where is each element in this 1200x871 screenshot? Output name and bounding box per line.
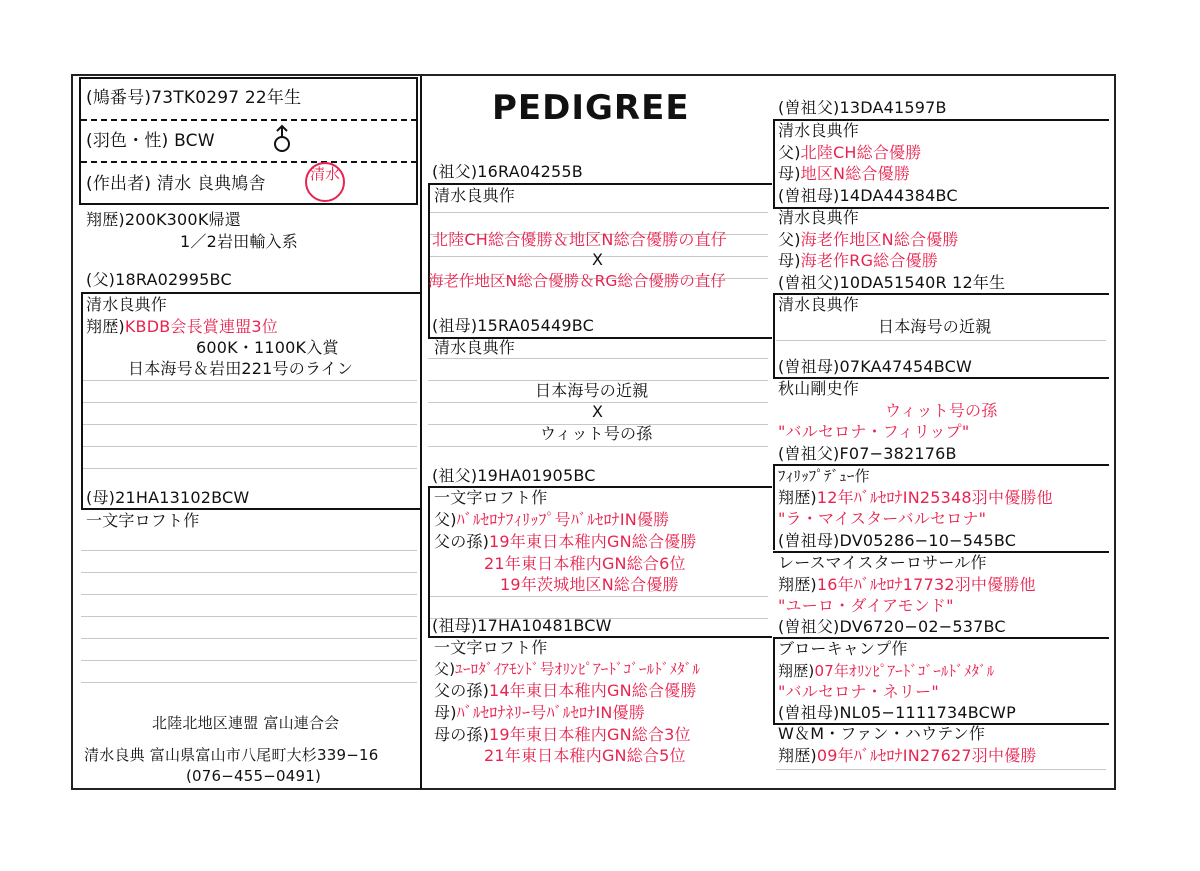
red-text: ﾕｰﾛﾀﾞｲｱﾓﾝﾄﾞ号ｵﾘﾝﾋﾟｱｰﾄﾞｺﾞｰﾙﾄﾞﾒﾀﾞﾙ (455, 660, 701, 678)
grandsire1-red2: 海老作地区N総合優勝＆RG総合優勝の直仔 (428, 272, 726, 290)
red-text: 14年東日本稚内GN総合優勝 (489, 681, 697, 700)
ruled-line (81, 550, 417, 551)
label: 翔歴) (778, 575, 817, 594)
footer-org: 北陸北地区連盟 富山連合会 (152, 714, 340, 732)
ring-number: (鳩番号)73TK0297 22年生 (86, 88, 302, 108)
race-record-2: 1／2岩田輸入系 (180, 232, 298, 251)
granddam1-l2: ウィット号の孫 (540, 424, 653, 443)
ggs3-record (778, 489, 1053, 507)
ruled-line (81, 402, 417, 403)
ggs3-line (773, 464, 1109, 466)
ggs1-id: (曽祖父)13DA41597B (778, 98, 947, 117)
red-text: 19年東日本稚内GN総合優勝 (489, 532, 697, 551)
breeder-stamp: 清水 (305, 162, 345, 202)
granddam1-x: X (592, 402, 604, 421)
divider (81, 119, 417, 121)
ruled-line (81, 616, 417, 617)
ggd1-father (778, 231, 959, 249)
ggd3-id: (曽祖母)DV05286−10−545BC (778, 531, 1017, 550)
ggs3-id: (曽祖父)F07−382176B (778, 444, 957, 463)
ggs4-breeder: ブローキャンプ作 (778, 639, 908, 658)
breeder: (作出者) 清水 良典鳩舎 (86, 174, 266, 194)
label: 母) (778, 251, 801, 270)
grandsire1-bracket (428, 183, 430, 337)
label: 父) (778, 143, 801, 162)
label: 父) (778, 230, 801, 249)
ruled-line (81, 638, 417, 639)
dam-breeder: 一文字ロフト作 (86, 511, 200, 530)
ggs2-bracket (773, 293, 775, 377)
grandsire1-red1: 北陸CH総合優勝＆地区N総合優勝の直仔 (432, 230, 727, 249)
label: 父の孫) (434, 532, 490, 551)
granddam2-mothers-grandchild (434, 726, 691, 744)
granddam1-l1: 日本海号の近親 (535, 381, 649, 400)
dam-id: (母)21HA13102BCW (86, 488, 250, 507)
grandsire1-breeder: 清水良典作 (434, 186, 516, 205)
sire-line (81, 292, 421, 294)
grandsire1-id: (祖父)16RA04255B (432, 162, 583, 181)
grandsire2-bracket (428, 486, 430, 636)
sire-bracket (81, 292, 83, 508)
red-text: ﾊﾞﾙｾﾛﾅﾌｨﾘｯﾌﾟ号ﾊﾞﾙｾﾛﾅIN優勝 (456, 510, 670, 529)
red-text: 09年ﾊﾞﾙｾﾛﾅIN27627羽中優勝 (816, 746, 1037, 765)
ruled-line (81, 424, 417, 425)
ggd3-breeder: レースマイスターロサール作 (778, 553, 987, 572)
column-divider (420, 76, 422, 789)
grandsire2-fathers-grandchild (434, 533, 697, 551)
ggs4-record (778, 662, 994, 680)
ruled-line (776, 340, 1106, 341)
ruled-line (428, 212, 768, 213)
label: 翔歴) (778, 746, 817, 765)
ruled-line (428, 446, 768, 447)
ruled-line (81, 660, 417, 661)
label: 父) (434, 660, 456, 678)
grandsire2-breeder: 一文字ロフト作 (434, 488, 548, 507)
footer-phone: (076−455−0491) (186, 767, 322, 785)
granddam1-breeder: 清水良典作 (434, 338, 516, 357)
ggd1-mother (778, 252, 938, 270)
red-text: 12年ﾊﾞﾙｾﾛﾅIN25348羽中優勝他 (816, 488, 1053, 507)
ggd1-id: (曽祖母)14DA44384BC (778, 186, 958, 205)
ruled-line (81, 380, 417, 381)
label: 母の孫) (434, 725, 490, 744)
dam-line (81, 508, 421, 510)
grandsire1-x: X (592, 250, 604, 269)
ggd2-red1: ウィット号の孫 (885, 401, 998, 420)
label: 翔歴) (778, 662, 815, 680)
sire-id: (父)18RA02995BC (86, 270, 232, 289)
ggd4-record (778, 747, 1037, 765)
ggd4-breeder: W＆M・ファン・ハウテン作 (778, 724, 986, 743)
ggs4-red2: "バルセロナ・ネリー" (778, 682, 939, 701)
granddam2-fathers-grandchild (434, 682, 697, 700)
sire-breeder: 清水良典作 (86, 295, 168, 314)
ggd3-red2: "ユーロ・ダイアモンド" (778, 596, 954, 615)
red-text: 地区N総合優勝 (800, 164, 911, 183)
ggd2-breeder: 秋山剛史作 (778, 379, 860, 398)
red-text: ﾊﾞﾙｾﾛﾅﾈﾘｰ号ﾊﾞﾙｾﾛﾅIN優勝 (456, 703, 645, 722)
ggs4-bracket (773, 637, 775, 723)
granddam2-breeder: 一文字ロフト作 (434, 638, 548, 657)
ggs3-breeder: ﾌｨﾘｯﾌﾟﾃﾞｭｰ作 (778, 467, 870, 485)
sire-record-red: KBDB会長賞連盟3位 (124, 317, 278, 336)
red-text: 海老作RG総合優勝 (800, 251, 938, 270)
granddam2-father (434, 660, 700, 678)
grandsire2-red3: 19年茨城地区N総合優勝 (500, 575, 679, 594)
ruled-line (428, 596, 768, 597)
label: 父) (434, 510, 457, 529)
granddam1-id: (祖母)15RA05449BC (432, 316, 595, 335)
ggs1-bracket (773, 119, 775, 207)
ggs4-id: (曽祖父)DV6720−02−537BC (778, 617, 1006, 636)
ggs2-breeder: 清水良典作 (778, 295, 860, 314)
sire-record (86, 318, 278, 336)
male-symbol-icon (270, 124, 302, 156)
grandsire2-red2: 21年東日本稚内GN総合6位 (484, 554, 686, 573)
ggd2-red2: "バルセロナ・フィリップ" (778, 422, 970, 441)
red-text: 北陸CH総合優勝 (800, 143, 922, 162)
ruled-line (81, 594, 417, 595)
red-text: 海老作地区N総合優勝 (800, 230, 959, 249)
ggs1-breeder: 清水良典作 (778, 121, 860, 140)
race-record: 翔歴)200K300K帰還 (86, 210, 241, 229)
red-text: 19年東日本稚内GN総合3位 (489, 725, 691, 744)
footer-address: 清水良典 富山県富山市八尾町大杉339−16 (84, 746, 379, 764)
label: 父の孫) (434, 681, 490, 700)
color-sex: (羽色・性) BCW (86, 131, 215, 151)
red-text: 16年ﾊﾞﾙｾﾛﾅ17732羽中優勝他 (816, 575, 1036, 594)
grandsire1-line (428, 183, 772, 185)
sire-line3: 日本海号＆岩田221号のライン (128, 359, 354, 378)
sire-line2: 600K・1100K入賞 (196, 338, 339, 357)
red-text: 07年ｵﾘﾝﾋﾟｱｰﾄﾞｺﾞｰﾙﾄﾞﾒﾀﾞﾙ (814, 662, 995, 680)
ruled-line (776, 769, 1106, 770)
label: 母) (778, 164, 801, 183)
ggs2-l1: 日本海号の近親 (878, 317, 992, 336)
ruled-line (81, 682, 417, 683)
granddam2-red2: 21年東日本稚内GN総合5位 (484, 746, 686, 765)
label: 母) (434, 703, 457, 722)
ggs3-bracket (773, 464, 775, 550)
ggd4-id: (曽祖母)NL05−1111734BCWP (778, 703, 1016, 722)
label: 翔歴) (778, 488, 817, 507)
ruled-line (81, 468, 417, 469)
grandsire2-father (434, 511, 669, 529)
record-label: 翔歴) (86, 317, 125, 336)
granddam2-mother (434, 704, 645, 722)
grandsire2-id: (祖父)19HA01905BC (432, 466, 596, 485)
ggd3-record (778, 576, 1036, 594)
divider (81, 161, 417, 163)
ggs2-id: (曽祖父)10DA51540R 12年生 (778, 273, 1006, 292)
ggs1-mother (778, 165, 910, 183)
ggs1-father (778, 144, 921, 162)
ggd1-breeder: 清水良典作 (778, 208, 860, 227)
ruled-line (81, 446, 417, 447)
ggs3-red2: "ラ・マイスターバルセロナ" (778, 509, 987, 528)
ruled-line (428, 358, 768, 359)
ggd2-id: (曽祖母)07KA47454BCW (778, 357, 972, 376)
ruled-line (81, 572, 417, 573)
page-title: PEDIGREE (492, 88, 690, 128)
granddam2-id: (祖母)17HA10481BCW (432, 616, 612, 635)
